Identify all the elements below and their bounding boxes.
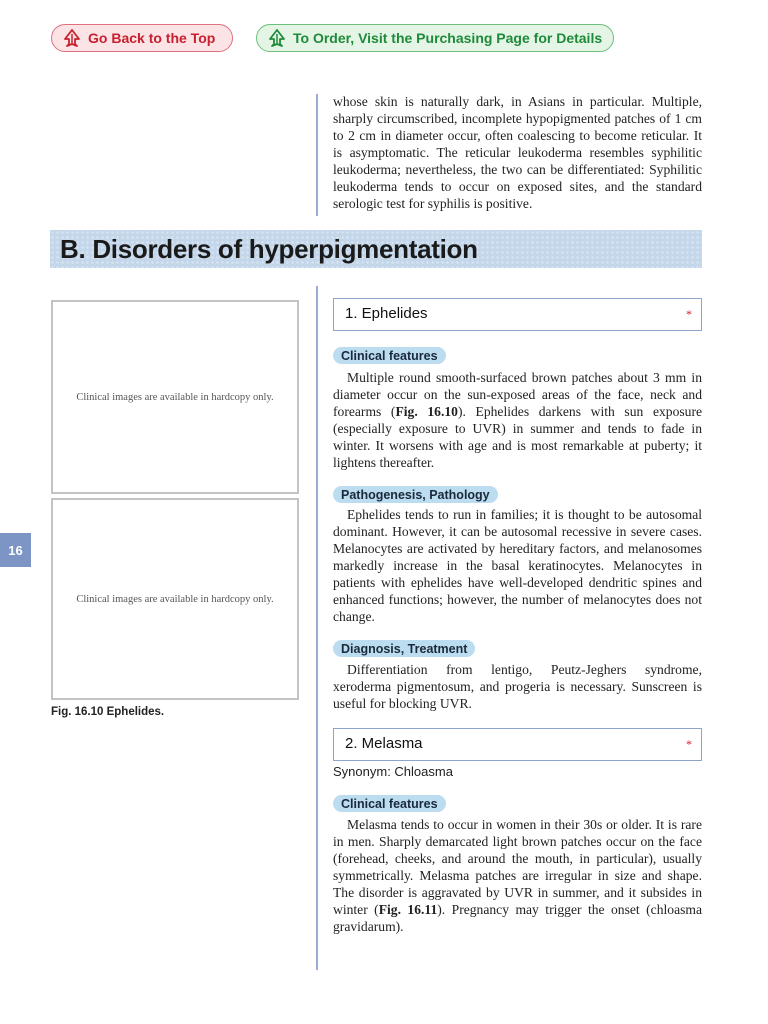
section-header bbox=[50, 230, 702, 268]
purchasing-page-label: To Order, Visit the Purchasing Page for Details bbox=[293, 30, 603, 46]
figure-image-placeholder bbox=[51, 300, 299, 494]
ephelides-clinical-paragraph: Multiple round smooth-surfaced brown patches about 3 mm in diameter occur on the sun-exposed areas of the face, neck and forearms (Fig. 16.10). Ephelides darkens with sun exposure (especially exposure to UVR) in summer and tends to fade in winter. It worsens with age and is most remarkable at puberty; it lightens thereafter. bbox=[333, 370, 703, 470]
figure-caption: Fig. 16.10 Ephelides. bbox=[51, 706, 165, 718]
diagnosis-label: Diagnosis, Treatment bbox=[333, 640, 475, 657]
star-icon: * bbox=[686, 307, 692, 321]
melasma-synonym: Synonym: Chloasma bbox=[333, 764, 453, 779]
column-rule bbox=[316, 94, 318, 216]
purchasing-page-button[interactable] bbox=[256, 24, 614, 52]
chapter-tab: 16 bbox=[0, 533, 31, 567]
figure-reference: Fig. 16.11 bbox=[378, 902, 438, 917]
arrow-up-icon bbox=[62, 28, 82, 48]
melasma-heading: 2. Melasma bbox=[345, 735, 423, 752]
section-title: B. Disorders of hyperpigmentation bbox=[60, 234, 478, 264]
ephelides-heading: 1. Ephelides bbox=[345, 305, 428, 322]
go-back-to-top-label: Go Back to the Top bbox=[88, 30, 216, 46]
column-rule bbox=[316, 286, 318, 970]
go-back-to-top-button[interactable] bbox=[51, 24, 233, 52]
pathogenesis-label: Pathogenesis, Pathology bbox=[333, 486, 498, 503]
ephelides-heading-box bbox=[333, 298, 702, 331]
melasma-clinical-paragraph: Melasma tends to occur in women in their 30s or older. It is rare in men. Sharply demarcated light brown patches occur on the face (forehead, cheeks, and around the mouth, in particular), usually symmetrically. Melasma patches are irregular in size and shape. The disorder is aggravated by UVR in summer, and it subsides in winter (Fig. 16.11). Pregnancy may trigger the onset (chloasma gravidarum). bbox=[333, 817, 703, 934]
melasma-heading-box bbox=[333, 728, 702, 761]
clinical-features-label: Clinical features bbox=[333, 795, 446, 812]
figure-placeholder-text: Clinical images are available in hardcopy only. bbox=[76, 391, 274, 403]
figure-image-placeholder bbox=[51, 498, 299, 700]
figure-placeholder-text: Clinical images are available in hardcopy only. bbox=[76, 593, 274, 605]
intro-paragraph: whose skin is naturally dark, in Asians in particular. Multiple, sharply circumscribed, incomplete hypopigmented patches of 1 cm to 2 cm in diameter occur, often coalescing to become reticular. It is asymptomatic. The reticular leukoderma resembles syphilitic leukoderma; nevertheless, the two can be differentiated: Syphilitic leukoderma tends to occur on exposed sites, and the standard serologic test for syphilis is positive. bbox=[333, 94, 702, 211]
arrow-up-icon bbox=[267, 28, 287, 48]
figure-reference: Fig. 16.10 bbox=[395, 404, 458, 419]
ephelides-pathogenesis-paragraph: Ephelides tends to run in families; it is thought to be autosomal dominant. However, it can be autosomal recessive in severe cases. Melanocytes are activated by hereditary factors, and melanosomes markedly increase in the basal keratinocytes. Melanocytes in patients with ephelides have well-developed dendritic spines and enhanced functions; however, the number of melanocytes does not change. bbox=[333, 507, 702, 624]
clinical-features-label: Clinical features bbox=[333, 347, 446, 364]
star-icon: * bbox=[686, 737, 692, 751]
ephelides-diagnosis-paragraph: Differentiation from lentigo, Peutz-Jeghers syndrome, xeroderma pigmentosum, and progeria is necessary. Sunscreen is useful for blocking UVR. bbox=[333, 662, 702, 711]
